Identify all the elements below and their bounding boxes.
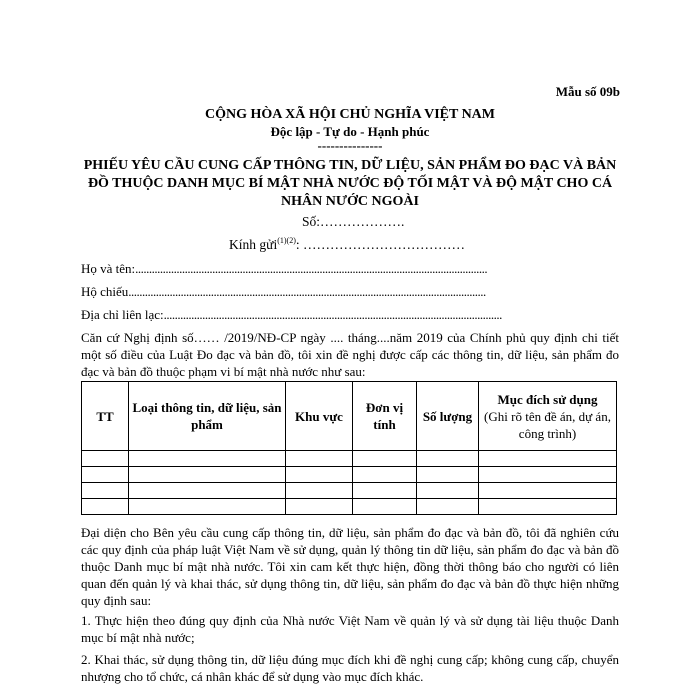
commitment-item-2: 2. Khai thác, sử dụng thông tin, dữ liệu đúng mục đích khi đề nghị cung cấp; không cung cấp, chuyển nhượng cho tổ chức, cá nhân khác để sử dụng vào mục đích khác.	[81, 652, 619, 684]
form-number: Mẫu số 09b	[555, 84, 620, 99]
table-cell[interactable]	[129, 499, 286, 515]
field-full-name	[81, 261, 487, 277]
table-cell[interactable]	[353, 451, 417, 467]
table-cell[interactable]	[479, 467, 617, 483]
column-header-tt: TT	[82, 382, 129, 451]
table-cell[interactable]	[286, 499, 353, 515]
table-cell[interactable]	[82, 467, 129, 483]
request-table	[81, 381, 617, 515]
table-cell[interactable]	[353, 483, 417, 499]
title-line: ĐỒ THUỘC DANH MỤC BÍ MẬT NHÀ NƯỚC ĐỘ TỐI MẬT VÀ ĐỘ MẬT CHO CÁ	[87, 176, 613, 191]
commitment-item-1: 1. Thực hiện theo đúng quy định của Nhà nước Việt Nam về quản lý và sử dụng tài liệu thuộc Danh mục bí mật nhà nước;	[81, 613, 619, 645]
table-cell[interactable]	[286, 467, 353, 483]
document-number: Số:……………….	[302, 214, 405, 229]
table-cell[interactable]	[82, 499, 129, 515]
column-header-data-type: Loại thông tin, dữ liệu, sản phẩm	[129, 382, 286, 451]
document-title	[80, 157, 620, 211]
field-contact-address	[81, 307, 502, 323]
field-dots: ................................................................................................................................	[135, 261, 488, 276]
recipient-label: Kính gửi	[229, 237, 278, 252]
table-cell[interactable]	[353, 499, 417, 515]
table-cell[interactable]	[353, 467, 417, 483]
table-cell[interactable]	[479, 483, 617, 499]
title-line: NHÂN NƯỚC NGOÀI	[281, 194, 419, 209]
column-header-quantity: Số lượng	[417, 382, 479, 451]
national-motto: Độc lập - Tự do - Hạnh phúc	[270, 124, 430, 139]
table-row	[82, 499, 617, 515]
table-cell[interactable]	[129, 467, 286, 483]
column-header-area: Khu vực	[286, 382, 353, 451]
field-label: Địa chỉ liên lạc:	[81, 307, 164, 322]
table-cell[interactable]	[129, 451, 286, 467]
column-header-purpose	[479, 382, 617, 451]
national-title: CỘNG HÒA XÃ HỘI CHỦ NGHĨA VIỆT NAM	[204, 107, 495, 122]
field-label: Họ và tên:	[81, 261, 136, 276]
field-dots: ..................................................................................................................................	[128, 284, 486, 299]
column-header-unit: Đơn vị tính	[353, 382, 417, 451]
table-cell[interactable]	[479, 451, 617, 467]
table-cell[interactable]	[417, 467, 479, 483]
table-cell[interactable]	[129, 483, 286, 499]
table-cell[interactable]	[82, 451, 129, 467]
intro-paragraph: Căn cứ Nghị định số…… /2019/NĐ-CP ngày .... tháng....năm 2019 của Chính phủ quy định chi tiết một số điều của Luật Đo đạc và bản đồ, tôi xin đề nghị được cấp các thông tin, dữ liệu, sản phẩm đo đạc và bản đồ thuộc phạm vi bí mật nhà nước như sau:	[81, 330, 619, 379]
recipient-dots: : ………………………………	[295, 237, 465, 252]
table-body	[82, 451, 617, 515]
table-cell[interactable]	[82, 483, 129, 499]
title-line: PHIẾU YÊU CẦU CUNG CẤP THÔNG TIN, DỮ LIỆU, SẢN PHẨM ĐO ĐẠC VÀ BẢN	[83, 158, 617, 173]
table-cell[interactable]	[479, 499, 617, 515]
recipient-line	[229, 237, 465, 253]
field-passport	[81, 284, 486, 300]
purpose-header-note: (Ghi rõ tên đề án, dự án, công trình)	[484, 408, 611, 441]
recipient-footnote: (1)(2)	[277, 236, 296, 245]
table-cell[interactable]	[286, 451, 353, 467]
table-row	[82, 451, 617, 467]
table-cell[interactable]	[417, 499, 479, 515]
field-dots: ...........................................................................................................................	[163, 307, 502, 322]
table-cell[interactable]	[286, 483, 353, 499]
table-row	[82, 467, 617, 483]
table-cell[interactable]	[417, 483, 479, 499]
field-label: Hộ chiếu	[81, 284, 129, 299]
commitment-paragraph: Đại diện cho Bên yêu cầu cung cấp thông tin, dữ liệu, sản phẩm đo đạc và bản đồ, tôi đã nghiên cứu các quy định của pháp luật Việt Nam về sử dụng, quản lý thông tin dữ liệu, sản phẩm đo đạc và bản đồ thuộc Danh mục bí mật nhà nước. Tôi xin cam kết thực hiện, đồng thời thông báo cho người có liên quan đến quản lý và khai thác, sử dụng thông tin, dữ liệu, sản phẩm đo đạc và bản đồ thực hiện những quy định sau:	[81, 525, 619, 608]
purpose-header-label: Mục đích sử dụng	[497, 391, 598, 407]
table-header-row	[82, 382, 617, 451]
header-rule: ---------------	[317, 138, 383, 153]
table-row	[82, 483, 617, 499]
table-cell[interactable]	[417, 451, 479, 467]
